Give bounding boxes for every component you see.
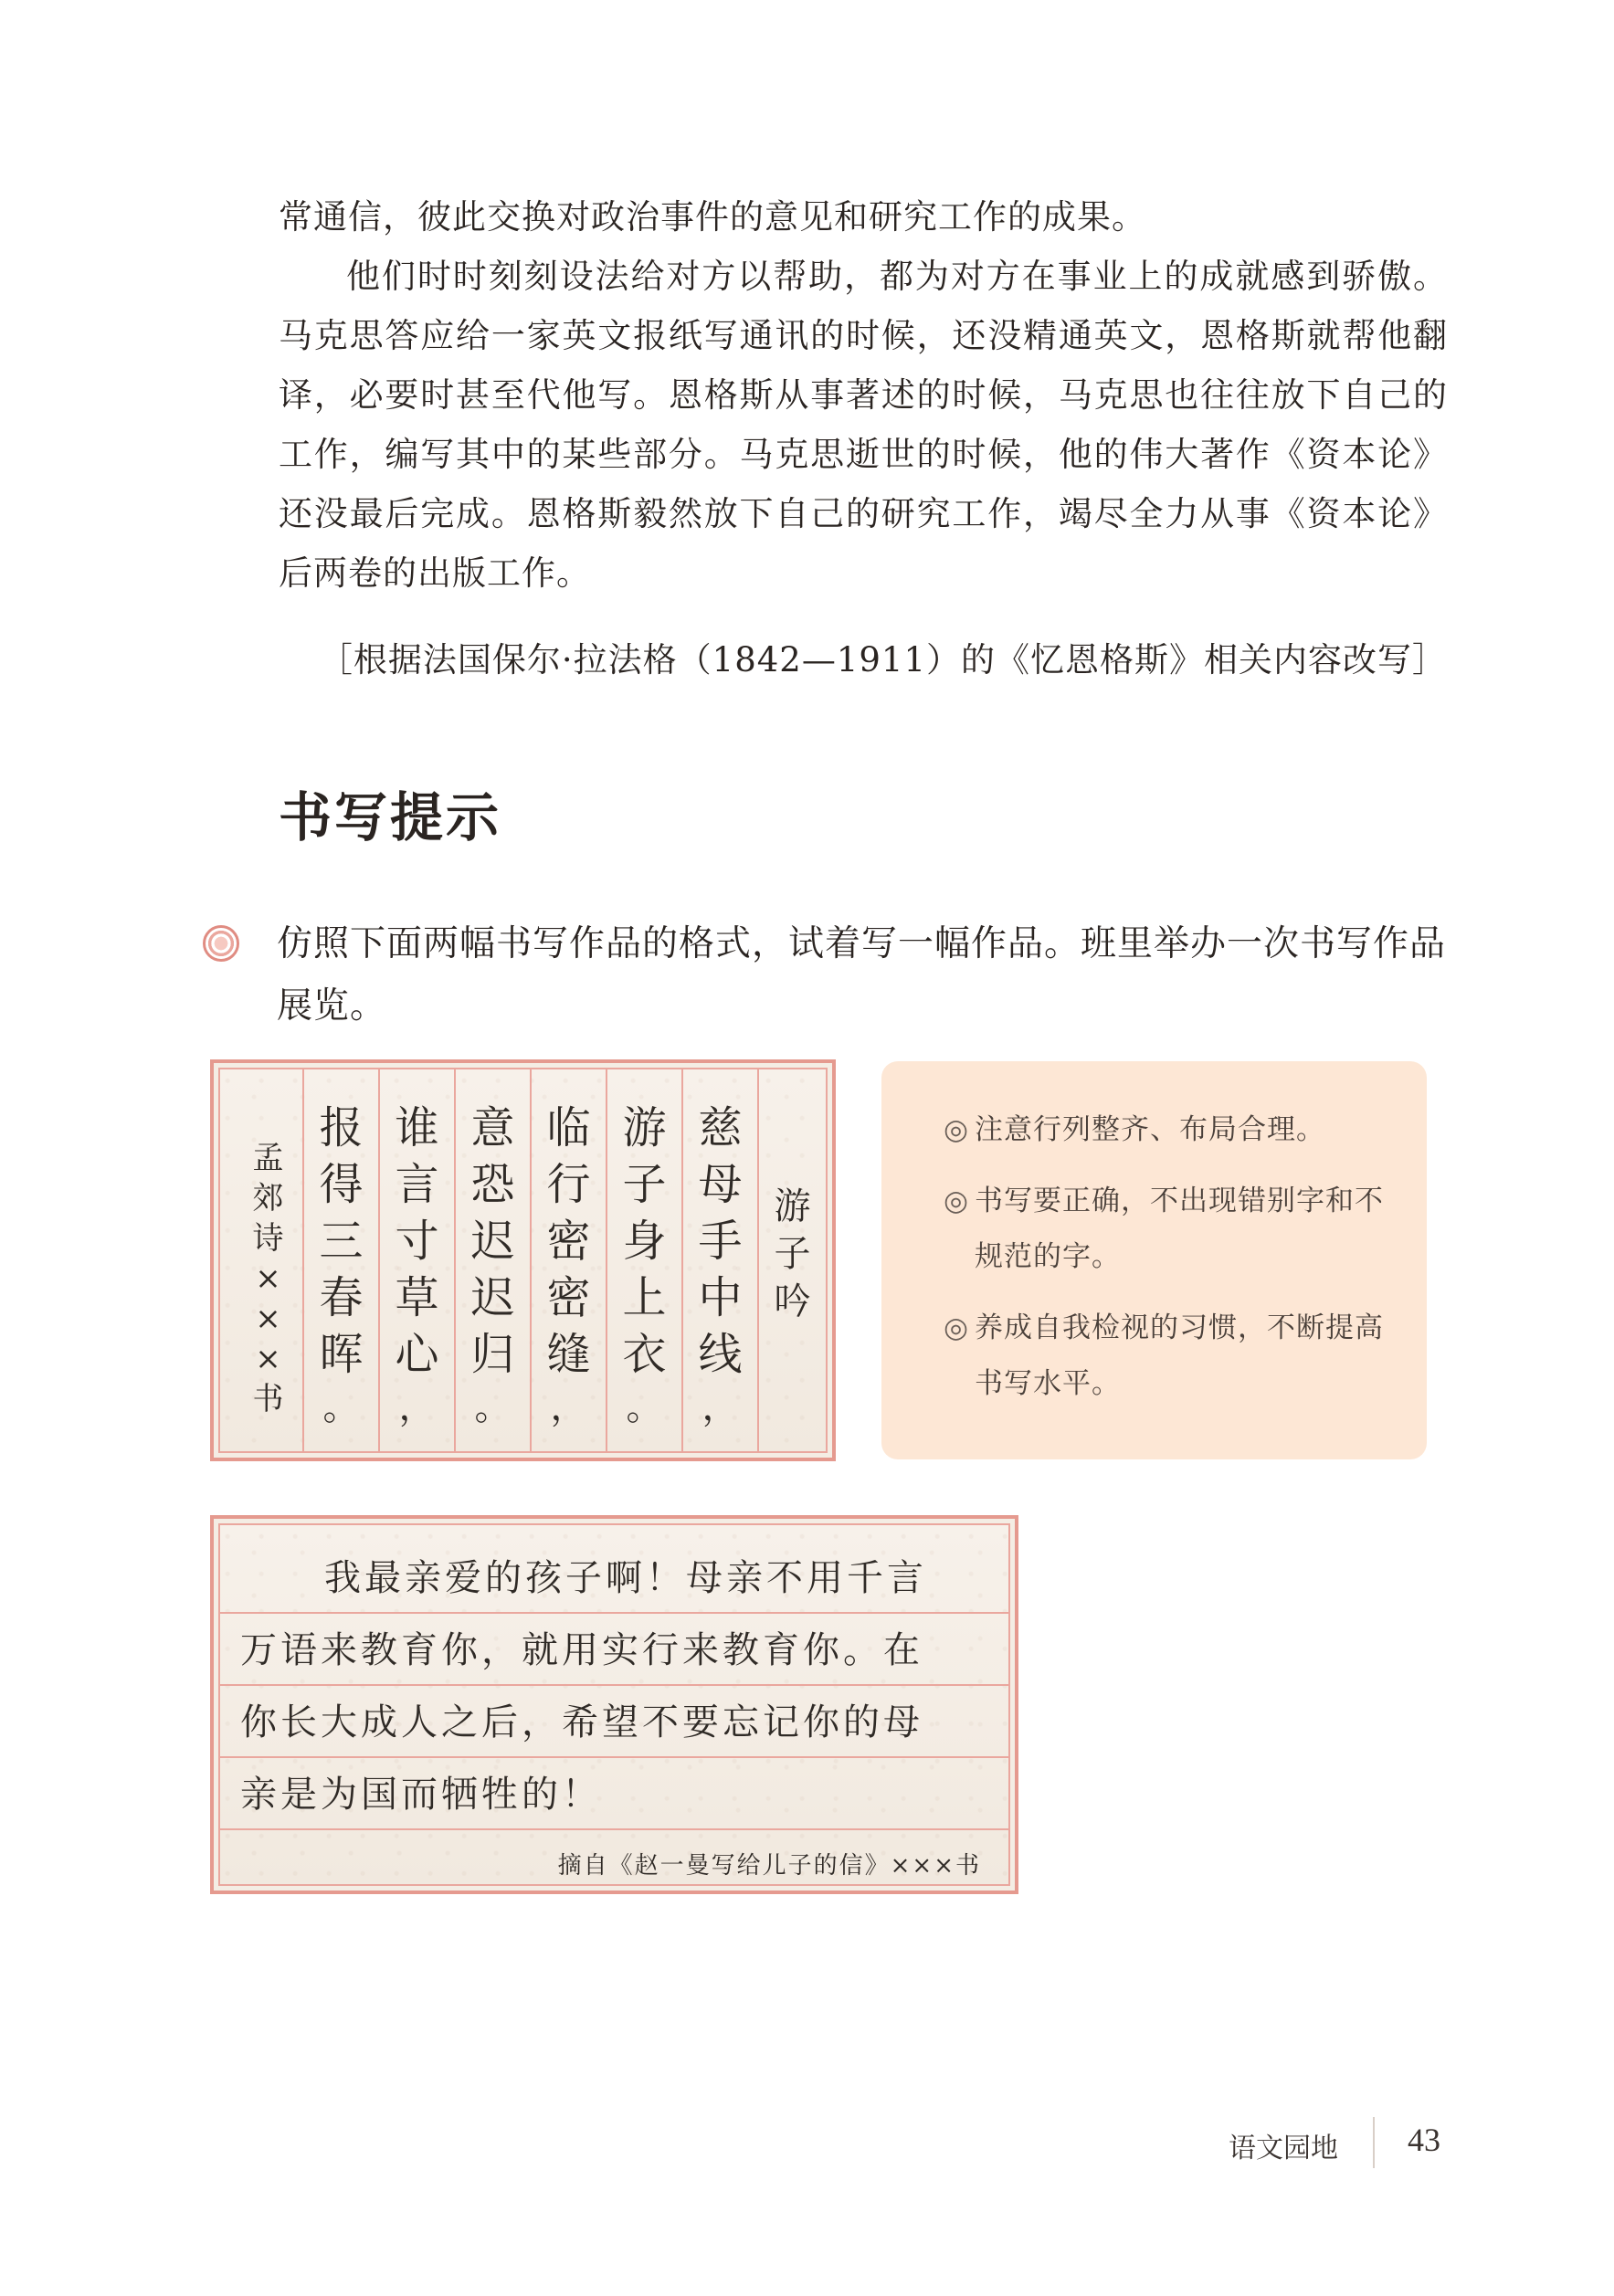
poem-char: 寸 xyxy=(395,1216,439,1267)
section-heading: 书写提示 xyxy=(279,786,502,848)
footer-section-name: 语文园地 xyxy=(1229,2133,1338,2164)
poem-char: 。 xyxy=(322,1386,360,1428)
tip-bullet-icon: ◎ xyxy=(944,1113,970,1146)
poem-char: 密 xyxy=(546,1272,591,1323)
poem-char: 三 xyxy=(319,1216,364,1267)
writing-tips-box xyxy=(881,1061,1427,1459)
letter-line-1: 我最亲爱的孩子啊！母亲不用千言 xyxy=(220,1542,1008,1614)
page-number: 43 xyxy=(1408,2122,1440,2158)
poem-line-column-1 xyxy=(681,1069,757,1451)
poem-signature-column xyxy=(234,1069,302,1451)
poem-char: 吟 xyxy=(774,1280,811,1322)
poem-char: × xyxy=(255,1260,281,1297)
poem-char: 郊 xyxy=(252,1180,284,1216)
poem-line-column-6 xyxy=(302,1069,378,1451)
tip-text: 注意行列整齐、布局合理。 xyxy=(975,1113,1325,1146)
letter-source: 摘自《赵一曼写给儿子的信》×××书 xyxy=(557,1852,981,1880)
poem-char: 行 xyxy=(546,1159,591,1210)
poem-char: 晖 xyxy=(319,1329,364,1380)
poem-char: ， xyxy=(702,1386,739,1428)
poem-char: 迟 xyxy=(470,1216,515,1267)
poem-grid xyxy=(220,1069,826,1451)
poem-char: 手 xyxy=(698,1216,743,1267)
poem-char: 诗 xyxy=(252,1220,284,1257)
footer-divider xyxy=(1373,2117,1375,2168)
poem-char: 得 xyxy=(319,1159,364,1210)
poem-char: 心 xyxy=(395,1329,439,1380)
poem-char: 春 xyxy=(319,1272,364,1323)
poem-char: 归 xyxy=(470,1329,515,1380)
body-text xyxy=(279,187,1448,603)
poem-line-column-4 xyxy=(454,1069,530,1451)
tip-text: 养成自我检视的习惯，不断提高书写水平。 xyxy=(975,1311,1384,1400)
poem-char: 临 xyxy=(546,1102,591,1153)
flower-bullet-icon xyxy=(203,925,239,962)
tip-bullet-icon: ◎ xyxy=(944,1185,970,1217)
poem-char: 子 xyxy=(622,1159,667,1210)
poem-char: 缝 xyxy=(546,1329,591,1380)
letter-lines xyxy=(220,1542,1008,1830)
poem-char: 母 xyxy=(698,1159,743,1210)
poem-line-column-2 xyxy=(606,1069,681,1451)
letter-paper-inner xyxy=(218,1523,1010,1886)
tip-bullet-icon: ◎ xyxy=(944,1311,970,1344)
poem-char: 。 xyxy=(474,1386,512,1428)
poem-char: 线 xyxy=(698,1329,743,1380)
tip-item-3 xyxy=(944,1301,1390,1412)
poem-char: 报 xyxy=(319,1102,364,1153)
poem-char: 游 xyxy=(622,1102,667,1153)
poem-char: 言 xyxy=(395,1159,439,1210)
poem-title-column xyxy=(757,1069,826,1451)
poem-calligraphy-panel xyxy=(210,1059,836,1461)
poem-char: ， xyxy=(398,1386,436,1428)
poem-char: 谁 xyxy=(395,1102,439,1153)
poem-char: 上 xyxy=(622,1272,667,1323)
letter-line-3: 你长大成人之后，希望不要忘记你的母 xyxy=(220,1686,1008,1758)
poem-char: 中 xyxy=(698,1272,743,1323)
tip-item-2 xyxy=(944,1174,1390,1285)
tip-text: 书写要正确，不出现错别字和不规范的字。 xyxy=(975,1185,1384,1273)
task-instruction: 仿照下面两幅书写作品的格式，试着写一幅作品。班里举办一次书写作品展览。 xyxy=(277,923,1447,1027)
poem-char: 恐 xyxy=(470,1159,515,1210)
poem-char: 书 xyxy=(252,1381,284,1417)
source-citation: ［根据法国保尔·拉法格（1842—1911）的《忆恩格斯》相关内容改写］ xyxy=(318,640,1447,679)
poem-paper-inner xyxy=(218,1068,828,1453)
letter-line-2: 万语来教育你，就用实行来教育你。在 xyxy=(220,1614,1008,1686)
poem-char: 孟 xyxy=(252,1140,284,1176)
letter-line-4: 亲是为国而牺牲的！ xyxy=(220,1758,1008,1830)
body-paragraph-2: 他们时时刻刻设法给对方以帮助，都为对方在事业上的成就感到骄傲。马克思答应给一家英文报纸写通讯的时候，还没精通英文，恩格斯就帮他翻译，必要时甚至代他写。恩格斯从事著述的时候，马克思也往往放下自己的工作，编写其中的某些部分。马克思逝世的时候，他的伟大著作《资本论》还没最后完成。恩格斯毅然放下自己的研究工作，竭尽全力从事《资本论》后两卷的出版工作。 xyxy=(279,257,1448,593)
poem-char: 意 xyxy=(470,1102,515,1153)
poem-char: 密 xyxy=(546,1216,591,1267)
tip-item-1 xyxy=(944,1102,1390,1158)
letter-calligraphy-panel xyxy=(210,1515,1018,1894)
poem-char: 身 xyxy=(622,1216,667,1267)
poem-char: 。 xyxy=(626,1386,663,1428)
poem-char: 草 xyxy=(395,1272,439,1323)
poem-char: 慈 xyxy=(698,1102,743,1153)
poem-char: 子 xyxy=(774,1233,811,1275)
poem-char: × xyxy=(255,1341,281,1377)
body-paragraph-1: 常通信，彼此交换对政治事件的意见和研究工作的成果。 xyxy=(279,197,1146,237)
poem-char: ， xyxy=(550,1386,587,1428)
poem-char: × xyxy=(255,1301,281,1337)
poem-char: 迟 xyxy=(470,1272,515,1323)
poem-line-column-5 xyxy=(378,1069,454,1451)
poem-char: 游 xyxy=(774,1185,811,1227)
poem-line-column-3 xyxy=(530,1069,606,1451)
poem-char: 衣 xyxy=(622,1329,667,1380)
